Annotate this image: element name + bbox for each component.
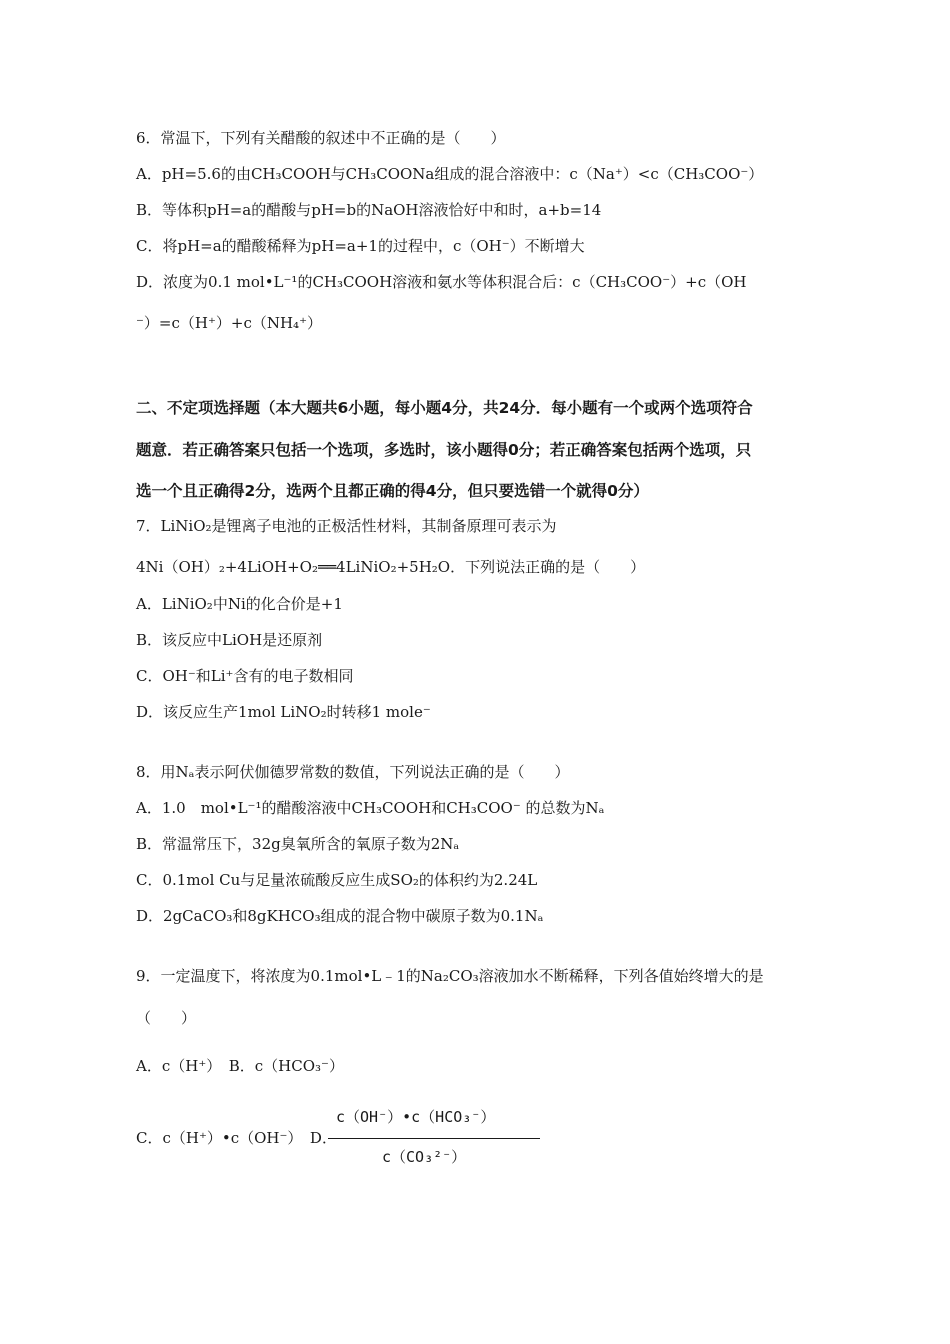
q8-option-c: C．0.1mol Cu与足量浓硫酸反应生成SO₂的体积约为2.24L <box>136 871 538 889</box>
q6-option-c: C．将pH=a的醋酸稀释为pH=a+1的过程中，c（OH⁻）不断增大 <box>136 237 585 255</box>
q8-stem: 8．用Nₐ表示阿伏伽德罗常数的数值，下列说法正确的是（ ） <box>136 763 570 781</box>
q8-option-a: A．1.0 mol•L⁻¹的醋酸溶液中CH₃COOH和CH₃COO⁻ 的总数为Nₐ <box>136 799 605 817</box>
q7-option-d: D．该反应生产1mol LiNO₂时转移1 mole⁻ <box>136 703 431 721</box>
q6-stem: 6．常温下，下列有关醋酸的叙述中不正确的是（ ） <box>136 129 506 147</box>
q9-stem-line1: 9．一定温度下，将浓度为0.1mol•L﹣1的Na₂CO₃溶液加水不断稀释，下列各值始终增大的是 <box>136 967 764 985</box>
fraction-bar <box>328 1138 540 1139</box>
q9-stem-line2: （ ） <box>136 1009 197 1027</box>
q9-option-c: C．c（H⁺）•c（OH⁻） D． <box>136 1129 337 1147</box>
q6-option-d-line2: ⁻）=c（H⁺）+c（NH₄⁺） <box>136 314 322 332</box>
q7-option-b: B．该反应中LiOH是还原剂 <box>136 631 323 649</box>
fraction-numerator: c（OH⁻）•c（HCO₃⁻） <box>336 1108 496 1126</box>
q7-stem-line1: 7．LiNiO₂是锂离子电池的正极活性材料，其制备原理可表示为 <box>136 517 557 535</box>
q6-option-d-line1: D．浓度为0.1 mol•L⁻¹的CH₃COOH溶液和氨水等体积混合后：c（CH₃COO⁻）+c（OH <box>136 273 747 291</box>
q7-option-c: C．OH⁻和Li⁺含有的电子数相同 <box>136 667 354 685</box>
q8-option-d: D．2gCaCO₃和8gKHCO₃组成的混合物中碳原子数为0.1Nₐ <box>136 907 544 925</box>
q8-option-b: B．常温常压下，32g臭氧所含的氧原子数为2Nₐ <box>136 835 460 853</box>
q6-option-a: A．pH=5.6的由CH₃COOH与CH₃COONa组成的混合溶液中：c（Na⁺）<c（CH₃COO⁻） <box>136 165 764 183</box>
q9-options-a-b: A．c（H⁺） B．c（HCO₃⁻） <box>136 1057 344 1075</box>
q7-option-a: A．LiNiO₂中Ni的化合价是+1 <box>136 595 343 613</box>
q6-option-b: B．等体积pH=a的醋酸与pH=b的NaOH溶液恰好中和时，a+b=14 <box>136 201 602 219</box>
section-2-line3: 选一个且正确得2分，选两个且都正确的得4分，但只要选错一个就得0分） <box>136 482 649 500</box>
section-2-line1: 二、不定项选择题（本大题共6小题，每小题4分，共24分．每小题有一个或两个选项符合 <box>136 399 753 417</box>
section-2-line2: 题意．若正确答案只包括一个选项，多选时，该小题得0分；若正确答案包括两个选项，只 <box>136 441 752 459</box>
q9-option-d-fraction <box>328 1102 540 1172</box>
fraction-denominator: c（CO₃²⁻） <box>382 1148 467 1166</box>
q7-stem-line2: 4Ni（OH）₂+4LiOH+O₂══4LiNiO₂+5H₂O．下列说法正确的是（ ） <box>136 558 646 576</box>
